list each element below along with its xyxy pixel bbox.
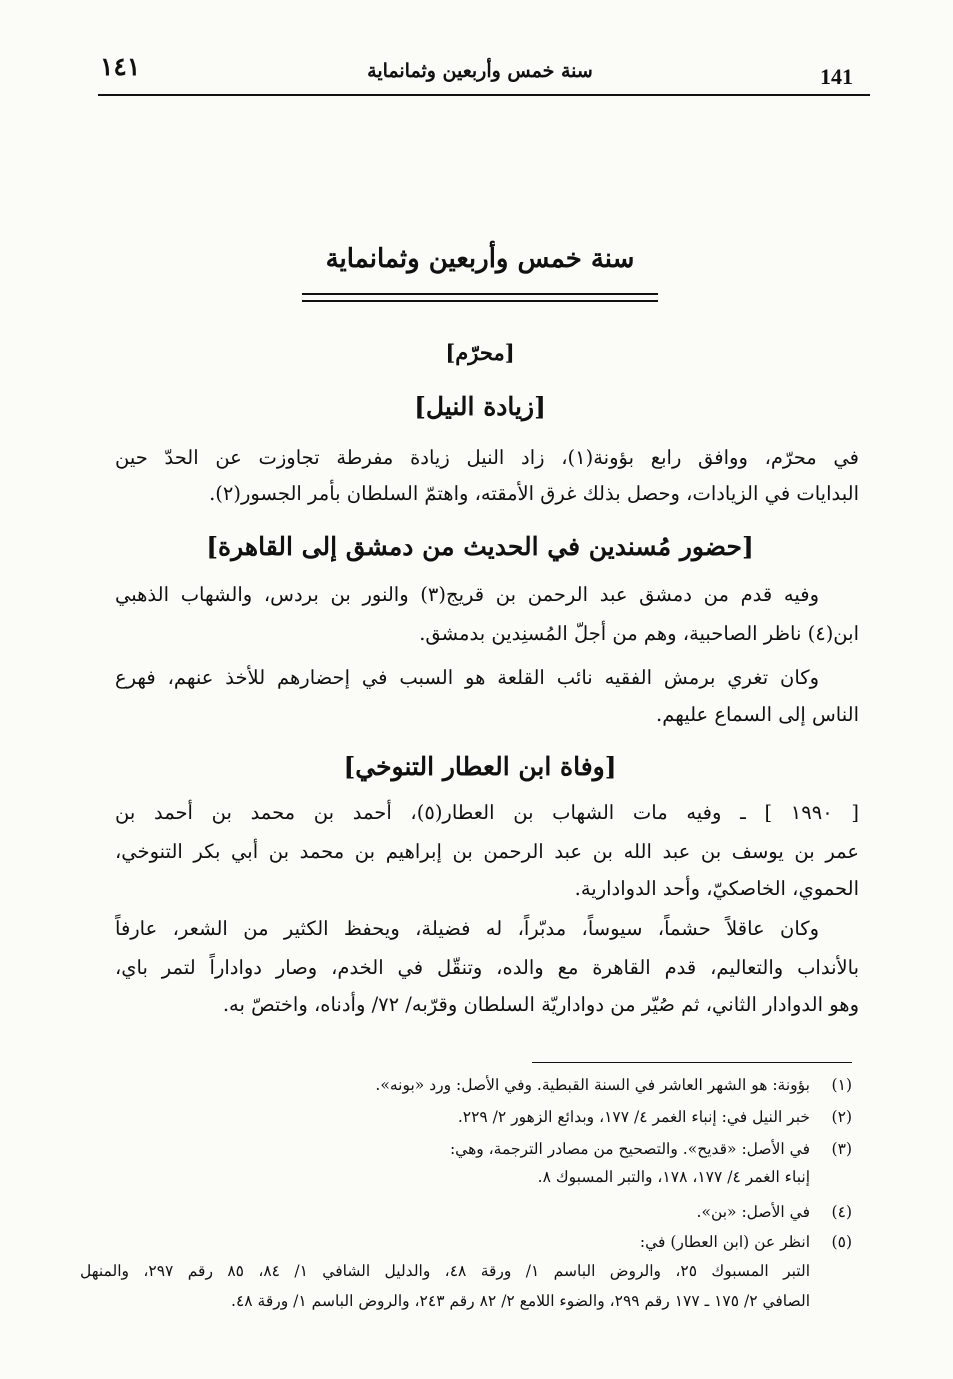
page-number: 141 [820,64,853,89]
title-rule-top [302,293,658,295]
paragraph-line: في محرّم، ووافق رابع بؤونة(١)، زاد النيل زيادة مفرطة تجاوزت عن الحدّ حين [115,446,859,469]
footnote-number: (١) [831,1076,852,1094]
footnote-number: (٣) [831,1140,852,1158]
paragraph-line: وهو الدوادار الثاني، ثم صُيّر من دواداريّة السلطان وقرّبه/ ٧٢/ وأدناه، واختصّ به. [222,993,859,1016]
footnote-text: في الأصل: «قديح». والتصحيح من مصادر الترجمة، وهي: [449,1140,810,1158]
paragraph-line: بالأنداب والتعاليم، قدم القاهرة مع والده، وتنقّل في الخدم، وصار دواداراً لتمر باي، [115,956,859,979]
footnote-continuation: التبر المسبوك ٢٥، والروض الباسم ١/ ورقة ٤٨، والدليل الشافي ١/ ٨٤، ٨٥ رقم ٢٩٧، والمنهل [80,1262,811,1280]
paragraph-line: وفيه قدم من دمشق عبد الرحمن بن قريج(٣) والنور بن بردس، والشهاب الذهبي [115,583,819,606]
footnote [80,1108,852,1126]
footnote [80,1140,852,1158]
month-heading: [محرّم] [445,340,515,365]
paragraph-line: عمر بن يوسف بن عبد الله بن عبد الرحمن بن إبراهيم بن محمد بن أبي بكر التنوخي، [115,840,859,863]
paragraph-line: الناس إلى السماع عليهم. [656,703,859,726]
footnote-text: بؤونة: هو الشهر العاشر في السنة القبطية. وفي الأصل: ورد «بونه». [375,1076,810,1094]
paragraph-line: الحموي، الخاصكيّ، وأحد الدوادارية. [574,877,859,900]
chapter-title: سنة خمس وأربعين وثمانماية [325,244,635,274]
section-heading-nile: [زيادة النيل] [414,392,546,421]
footnote-number: (٤) [831,1203,852,1221]
footnote-rule [532,1062,852,1063]
footnote-text: خبر النيل في: إنباء الغمر ٤/ ١٧٧، وبدائع الزهور ٢/ ٢٢٩. [457,1108,810,1126]
section-heading-musnids: [حضور مُسندين في الحديث من دمشق إلى القاهرة] [206,532,754,561]
footnote-number: (٢) [831,1108,852,1126]
footnote [80,1076,852,1094]
paragraph-line: وكان عاقلاً حشماً، سيوساً، مدبّراً، له فضيلة، ويحفظ الكثير من الشعر، عارفاً [115,917,819,940]
running-title: سنة خمس وأربعين وثمانماية [367,60,593,82]
footnote-continuation: الصافي ٢/ ١٧٥ ـ ١٧٧ رقم ٢٩٩، والضوء اللامع ٢/ ٨٢ رقم ٢٤٣، والروض الباسم ١/ ورقة ٤٨. [231,1292,810,1310]
footnote-number: (٥) [831,1233,852,1251]
paragraph-line: ابن(٤) ناظر الصاحبية، وهم من أجلّ المُسنِدين بدمشق. [419,622,859,645]
paragraph-line: البدايات في الزيادات، وحصل بذلك غرق الأمقته، واهتمّ السلطان بأمر الجسور(٢). [209,482,859,505]
title-rule-bottom [302,300,658,302]
footnote-text: انظر عن (ابن العطار) في: [639,1233,810,1251]
header-rule [98,94,870,96]
page-number-arabic: ١٤١ [100,52,141,81]
footnote [80,1203,852,1221]
paragraph-line: [ ١٩٩٠ ] ـ وفيه مات الشهاب بن العطار(٥)، أحمد بن محمد بن أحمد بن [115,801,859,824]
paragraph-line: وكان تغري برمش الفقيه نائب القلعة هو السبب في إحضارهم للأخذ عنهم، فهرع [115,666,819,689]
section-heading-ibn-attar: [وفاة ابن العطار التنوخي] [343,752,617,781]
footnote [80,1233,852,1251]
footnote-continuation: إنباء الغمر ٤/ ١٧٧، ١٧٨، والتبر المسبوك ٨. [537,1168,810,1186]
footnote-text: في الأصل: «بن». [696,1203,810,1221]
